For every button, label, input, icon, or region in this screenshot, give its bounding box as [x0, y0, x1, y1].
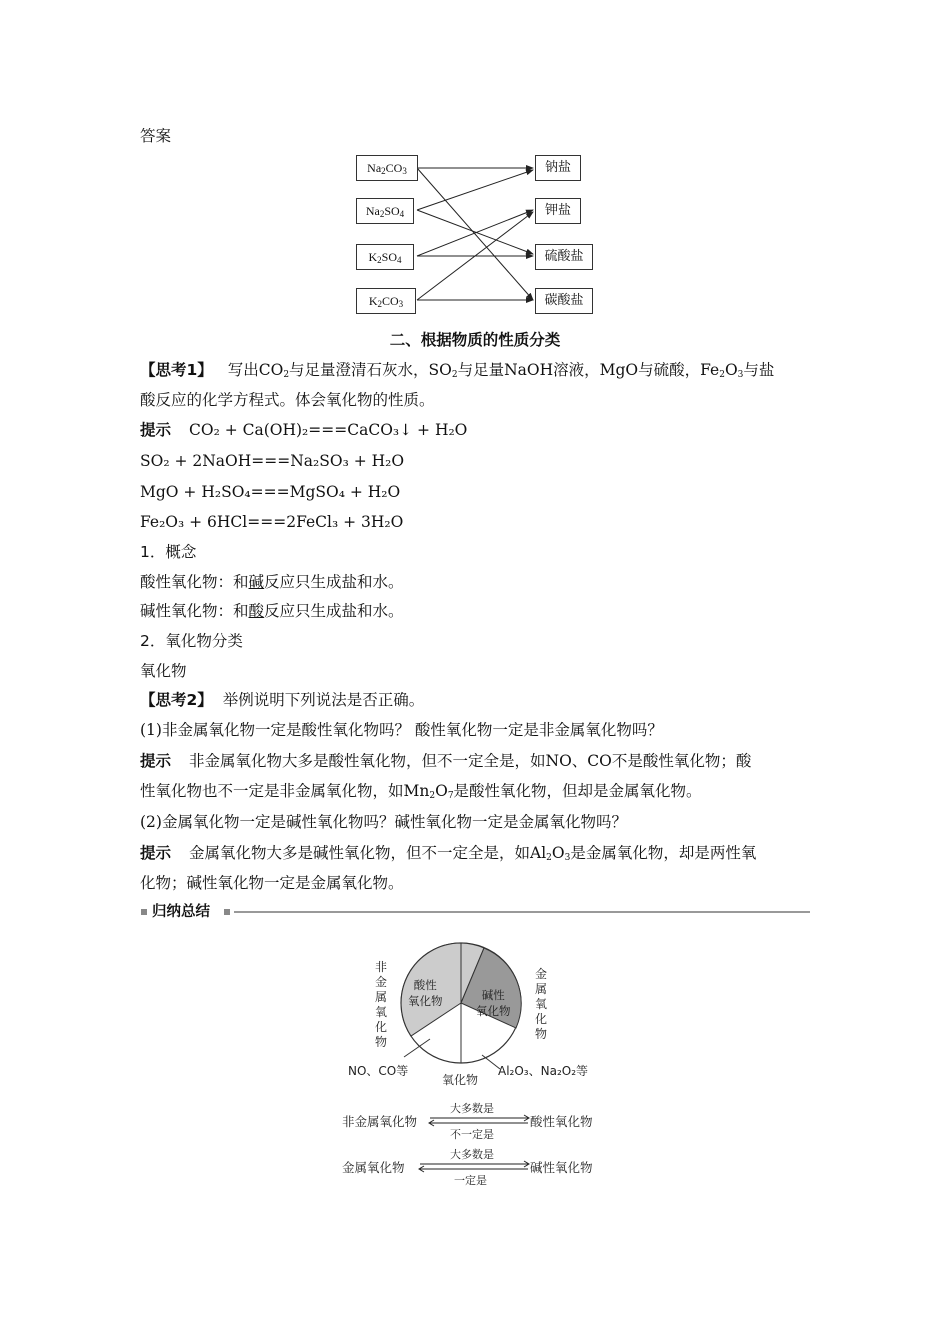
relation-2-arrows [418, 1159, 532, 1175]
think2-a2-line2: 化物；碱性氧化物一定是金属氧化物。 [140, 874, 404, 892]
equation-1: CO₂ + Ca(OH)₂===CaCO₃↓ + H₂O [189, 421, 468, 439]
relation-1-top: 大多数是 [450, 1102, 494, 1115]
arrow-na2co3-carbonate [417, 168, 533, 300]
think2-tag: 【思考2】 [140, 691, 213, 709]
equation-3: MgO + H₂SO₄===MgSO₄ + H₂O [140, 483, 401, 501]
box-sulfate-salt: 硫酸盐 [535, 244, 593, 270]
relation-1-arrows [428, 1113, 532, 1129]
answer-label: 答案 [140, 127, 172, 145]
box-potassium-salt: 钾盐 [535, 198, 581, 224]
think1-tag: 【思考1】 [140, 361, 213, 379]
relation-2-right: 碱性氧化物 [530, 1160, 593, 1175]
equation-2: SO₂ + 2NaOH===Na₂SO₃ + H₂O [140, 452, 405, 470]
summary-bullet-right [224, 909, 230, 915]
box-na2co3: $Na_2CO_3$ [356, 155, 418, 181]
pie-bottom-label: 氧化物 [442, 1073, 479, 1087]
pie-right-example: Al₂O₃、Na₂O₂等 [498, 1064, 589, 1078]
section-title: 二、根据物质的性质分类 [389, 331, 561, 349]
relation-1-right: 酸性氧化物 [530, 1114, 593, 1129]
box-k2so4: $K_2SO_4$ [356, 244, 414, 270]
pie-left-example: NO、CO等 [348, 1064, 409, 1078]
box-carbonate-salt: 碳酸盐 [535, 288, 593, 314]
hint-label: 提示 [140, 421, 172, 439]
relation-2-top: 大多数是 [450, 1148, 494, 1161]
classify-heading: 2．氧化物分类 [140, 632, 243, 650]
concept-heading: 1．概念 [140, 543, 197, 561]
box-k2co3: $K_2CO_3$ [356, 288, 416, 314]
think2-a1-line2: 性氧化物也不一定是非金属氧化物，如$Mn_2O_7$是酸性氧化物，但却是金属氧化物。 [140, 782, 702, 801]
concept-acid: 酸性氧化物：和碱反应只生成盐和水。 [140, 573, 404, 591]
concept-base: 碱性氧化物：和酸反应只生成盐和水。 [140, 602, 404, 620]
relation-1-left: 非金属氧化物 [342, 1114, 418, 1129]
summary-title: 归纳总结 [152, 904, 210, 920]
relation-1-bottom: 不一定是 [450, 1128, 494, 1141]
arrow-na2so4-sodium [417, 170, 533, 210]
think2-line: 【思考2】 举例说明下列说法是否正确。 [140, 691, 425, 709]
think2-a1-line1: 提示 非金属氧化物大多是酸性氧化物，但不一定全是，如NO、CO不是酸性氧化物；酸 [140, 752, 752, 770]
relation-2-bottom: 一定是 [454, 1174, 487, 1187]
box-sodium-salt: 钠盐 [535, 155, 581, 181]
relation-2-left: 金属氧化物 [342, 1160, 405, 1175]
think1-line2: 酸反应的化学方程式。体会氧化物的性质。 [140, 391, 435, 409]
box-na2so4: $Na_2SO_4$ [356, 198, 414, 224]
think2-q1: (1)非金属氧化物一定是酸性氧化物吗？ 酸性氧化物一定是非金属氧化物吗？ [140, 721, 663, 739]
hint1 [140, 420, 467, 440]
pie-left-vertical: 非金属氧化物 [374, 960, 387, 1049]
summary-rule [234, 911, 810, 913]
classify-text: 氧化物 [140, 662, 187, 680]
pie-acid-label: 酸性 氧化物 [408, 978, 443, 1008]
think1-line1: 【思考1】 写出$CO_2$与足量澄清石灰水，$SO_2$与足量NaOH溶液，MgO与硫酸，$Fe_2O_3$与盐 [140, 361, 775, 380]
summary-bullet-left [141, 909, 147, 915]
pie-base-label: 碱性 氧化物 [476, 988, 511, 1018]
think2-a2-line1: 提示 金属氧化物大多是碱性氧化物，但不一定全是，如$Al_2O_3$是金属氧化物，却是两性氧 [140, 844, 757, 863]
pie-right-vertical: 金属氧化物 [534, 967, 547, 1041]
think2-q2: (2)金属氧化物一定是碱性氧化物吗？碱性氧化物一定是金属氧化物吗？ [140, 813, 627, 831]
equation-4: Fe₂O₃ + 6HCl===2FeCl₃ + 3H₂O [140, 513, 404, 531]
